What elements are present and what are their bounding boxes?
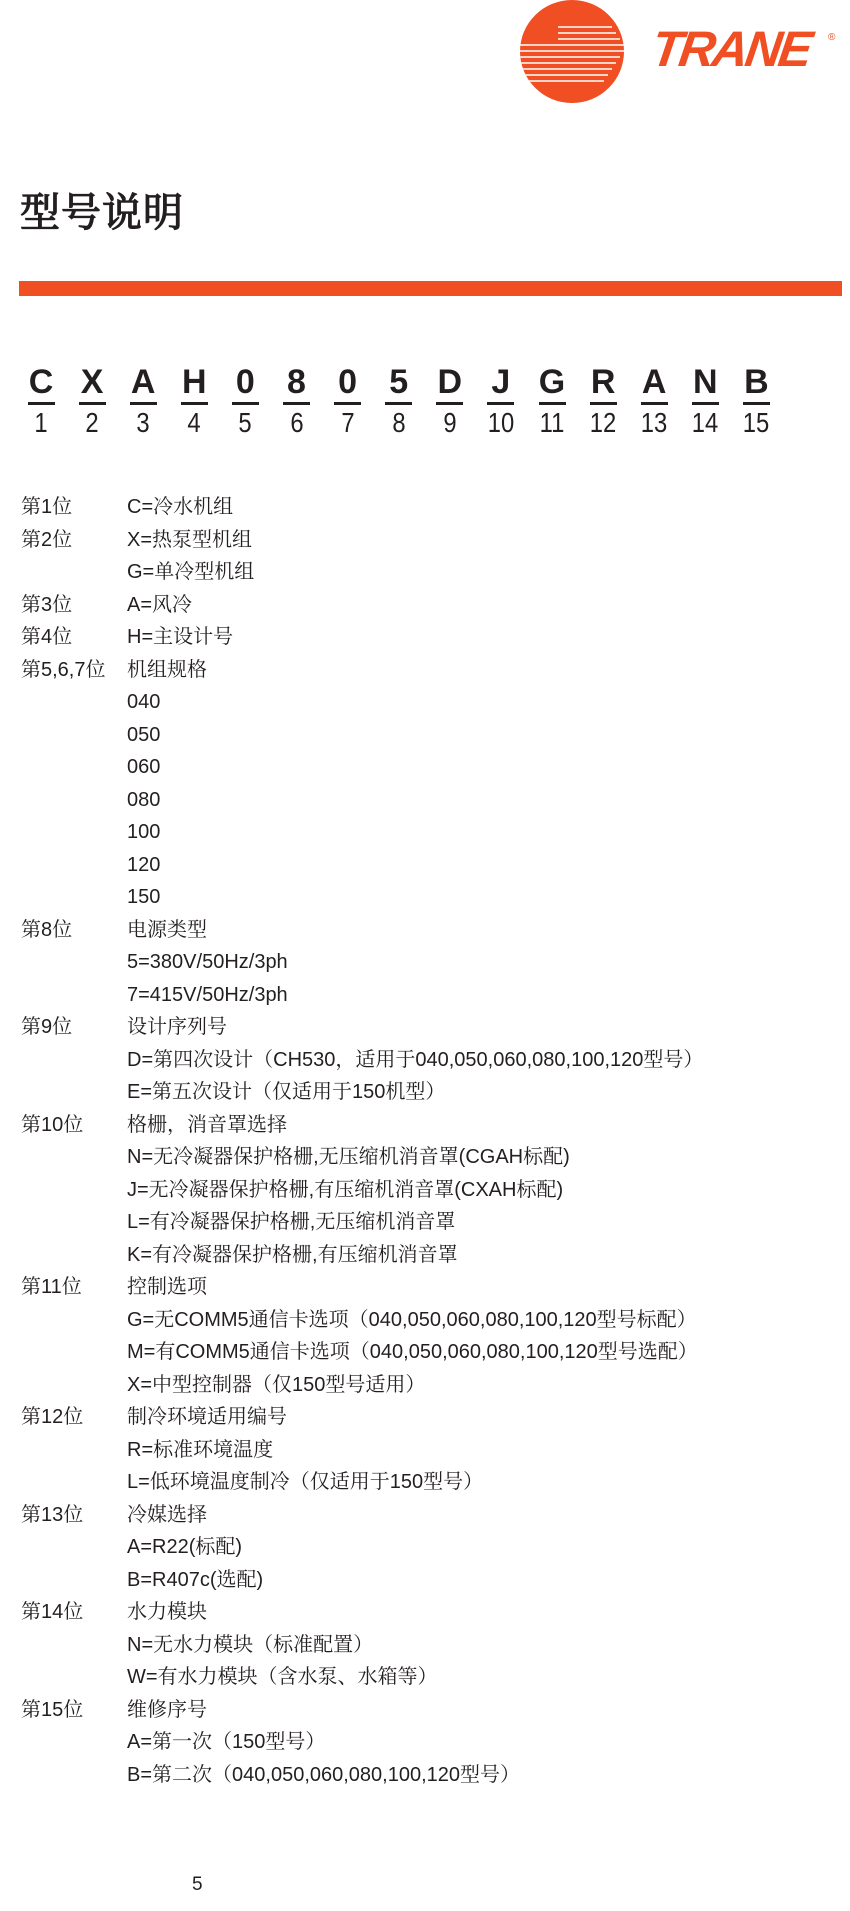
position-value: 7=415V/50Hz/3ph — [127, 983, 288, 1006]
code-underline — [743, 402, 770, 405]
code-position-number: 13 — [640, 407, 668, 438]
position-label: 第10位 — [21, 1113, 84, 1136]
code-char: 0 — [338, 363, 358, 401]
position-value: L=低环境温度制冷（仅适用于150型号） — [127, 1471, 484, 1493]
position-value: 格栅，消音罩选择 — [127, 1113, 287, 1136]
code-position-number: 1 — [34, 407, 48, 438]
position-value: D=第四次设计（CH530，适用于040,050,060,080,100,120型号） — [127, 1048, 704, 1071]
code-underline — [385, 402, 412, 405]
code-position-13 — [634, 364, 674, 438]
position-value: C=冷水机组 — [127, 496, 234, 518]
position-value: K=有冷凝器保护格栅,有压缩机消音罩 — [127, 1243, 458, 1266]
code-underline — [590, 402, 617, 405]
code-position-number: 8 — [392, 407, 406, 438]
position-value: L=有冷凝器保护格栅,无压缩机消音罩 — [127, 1211, 456, 1233]
code-position-number: 10 — [487, 407, 515, 438]
code-position-number: 6 — [289, 407, 304, 438]
position-value: E=第五次设计（仅适用于150机型） — [127, 1081, 446, 1103]
registered-mark: ® — [828, 32, 836, 43]
position-value: 水力模块 — [127, 1601, 207, 1623]
position-value: H=主设计号 — [127, 626, 234, 648]
code-underline — [487, 402, 514, 405]
position-label: 第12位 — [21, 1406, 84, 1428]
position-label: 第11位 — [21, 1276, 82, 1298]
code-char: H — [182, 363, 207, 401]
code-underline — [641, 402, 668, 405]
code-char: 0 — [235, 363, 255, 401]
code-char: X — [80, 363, 104, 401]
trane-logo-icon — [520, 0, 624, 103]
position-value: X=热泵型机组 — [127, 528, 253, 551]
position-value: W=有水力模块（含水泵、水箱等） — [127, 1666, 438, 1688]
code-position-number: 12 — [589, 407, 617, 438]
code-underline — [334, 402, 361, 405]
position-label: 第13位 — [21, 1503, 84, 1526]
position-value: 120 — [127, 853, 161, 876]
code-underline — [436, 402, 463, 405]
code-position-number: 2 — [85, 407, 99, 438]
position-value: 5=380V/50Hz/3ph — [127, 951, 288, 973]
code-position-number: 9 — [443, 407, 457, 438]
position-value: 050 — [127, 723, 161, 746]
code-char: G — [538, 363, 566, 401]
position-value: R=标准环境温度 — [127, 1438, 274, 1461]
code-underline — [283, 402, 310, 405]
position-value: M=有COMM5通信卡选项（040,050,060,080,100,120型号选配） — [127, 1341, 698, 1363]
position-value: J=无冷凝器保护格栅,有压缩机消音罩(CXAH标配) — [127, 1178, 564, 1201]
code-char: A — [641, 363, 667, 401]
code-position-4 — [174, 364, 214, 438]
code-position-3 — [123, 364, 163, 438]
code-char: 8 — [287, 363, 306, 401]
page-title: 型号说明 — [20, 191, 184, 235]
position-label: 第9位 — [21, 1016, 73, 1038]
position-value: 维修序号 — [127, 1698, 207, 1721]
code-position-6 — [277, 364, 317, 438]
position-value: 040 — [127, 691, 161, 713]
position-value: N=无水力模块（标准配置） — [127, 1633, 374, 1656]
position-value: 150 — [127, 886, 161, 908]
position-value: 控制选项 — [127, 1276, 207, 1298]
code-char: B — [744, 363, 769, 401]
position-value: 060 — [127, 756, 161, 778]
position-value: 100 — [127, 821, 161, 843]
position-label: 第14位 — [21, 1601, 84, 1623]
code-position-5 — [225, 364, 265, 438]
code-position-9 — [430, 364, 470, 438]
code-position-number: 7 — [340, 407, 355, 438]
code-underline — [28, 402, 55, 405]
code-underline — [692, 402, 719, 405]
position-value: 080 — [127, 788, 161, 811]
code-position-number: 11 — [539, 407, 565, 438]
code-position-number: 4 — [187, 407, 201, 438]
code-position-15 — [736, 364, 776, 438]
brand-wordmark: TRANE — [648, 21, 814, 77]
position-value: X=中型控制器（仅150型号适用） — [127, 1373, 426, 1396]
position-value: N=无冷凝器保护格栅,无压缩机消音罩(CGAH标配) — [127, 1146, 570, 1168]
position-value: A=第一次（150型号） — [127, 1731, 326, 1753]
code-position-2 — [72, 364, 112, 438]
position-value: 制冷环境适用编号 — [127, 1406, 287, 1428]
position-label: 第8位 — [21, 918, 73, 941]
position-label: 第3位 — [21, 593, 73, 616]
page-number: 5 — [192, 1874, 203, 1895]
code-char: C — [28, 363, 54, 401]
code-char: A — [130, 363, 156, 401]
position-label: 第5,6,7位 — [21, 658, 106, 681]
code-position-number: 15 — [743, 407, 770, 438]
code-underline — [181, 402, 208, 405]
code-position-8 — [379, 364, 419, 438]
position-value: 电源类型 — [127, 918, 207, 941]
code-position-10 — [481, 364, 521, 438]
code-underline — [232, 402, 259, 405]
code-char: R — [590, 363, 616, 401]
position-value: 机组规格 — [127, 658, 207, 681]
position-label: 第2位 — [21, 528, 73, 551]
code-char: 5 — [389, 363, 409, 401]
code-position-1 — [21, 364, 61, 438]
position-value: G=无COMM5通信卡选项（040,050,060,080,100,120型号标配） — [127, 1308, 697, 1331]
code-position-7 — [328, 364, 368, 438]
code-char: N — [693, 363, 718, 401]
position-label: 第15位 — [21, 1698, 84, 1721]
position-value: A=R22(标配) — [127, 1536, 243, 1558]
code-underline — [130, 402, 157, 405]
code-char: J — [491, 363, 511, 401]
position-value: A=风冷 — [127, 593, 193, 616]
code-position-number: 5 — [238, 407, 253, 438]
title-divider-bar — [19, 281, 842, 296]
position-value: B=R407c(选配) — [127, 1568, 264, 1591]
code-underline — [539, 402, 566, 405]
code-underline — [79, 402, 106, 405]
code-position-14 — [685, 364, 725, 438]
code-position-11 — [532, 364, 572, 438]
position-value: 冷媒选择 — [127, 1503, 207, 1526]
position-label: 第1位 — [21, 496, 73, 518]
position-label: 第4位 — [21, 626, 73, 648]
position-value: B=第二次（040,050,060,080,100,120型号） — [127, 1763, 521, 1786]
position-value: 设计序列号 — [127, 1016, 227, 1038]
code-position-12 — [583, 364, 623, 438]
code-char: D — [437, 363, 463, 401]
position-value: G=单冷型机组 — [127, 561, 255, 583]
code-position-number: 14 — [692, 407, 719, 438]
code-position-number: 3 — [136, 407, 150, 438]
